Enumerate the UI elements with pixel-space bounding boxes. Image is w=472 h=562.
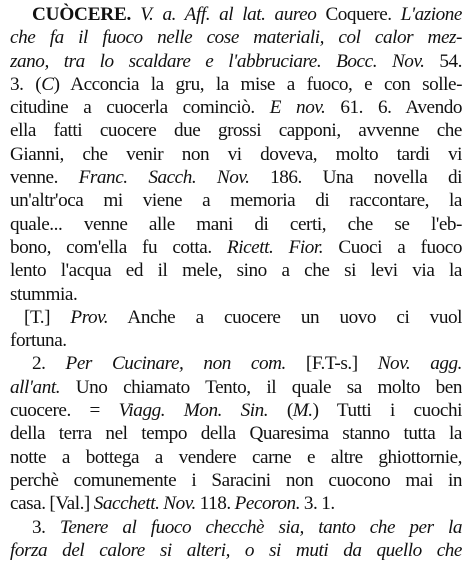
text-line xyxy=(10,283,462,306)
italic-text: forza del calore si alteri, o si muti da quello che xyxy=(10,539,462,561)
text-line xyxy=(10,516,462,539)
text-line xyxy=(10,119,462,142)
italic-text: M. xyxy=(292,400,313,422)
italic-text: Tenere al fuoco checchè sia, tanto che per la xyxy=(59,516,462,538)
italic-text: L'azione xyxy=(400,4,462,25)
text-line xyxy=(10,376,462,399)
italic-text: Franc. Sacch. Nov. xyxy=(78,167,250,189)
text-segment: perchè comunemente i Saracini non cuocono mai in xyxy=(10,469,462,491)
text-line xyxy=(10,306,462,329)
italic-text: Ricett. Fior. xyxy=(226,236,324,258)
text-segment: casa. [Val.] xyxy=(10,493,94,515)
text-segment: 3. xyxy=(32,516,60,538)
text-segment: un'altr'oca mi viene a memoria di raccontare, la xyxy=(10,190,462,212)
italic-text: Sacchett. Nov. xyxy=(93,493,196,515)
italic-text: zano, tra lo scaldare e l'abbruciare. Bocc. Nov. xyxy=(10,50,425,72)
text-segment: notte a bottega a vendere carne e altre ghiottornie, xyxy=(10,446,462,468)
text-line xyxy=(10,189,462,212)
text-line xyxy=(10,446,462,469)
text-segment: 61. 6. Avendo xyxy=(325,97,462,119)
italic-text: Viagg. Mon. Sin. xyxy=(118,400,269,422)
text-segment: ella fatti cuocere due grossi capponi, avvenne che xyxy=(10,120,462,142)
italic-text: C xyxy=(41,73,54,95)
text-line xyxy=(10,143,462,166)
text-line xyxy=(10,96,462,119)
text-segment: ) Tutti i cuochi xyxy=(312,400,462,422)
text-segment: quale... venne alle mani di certi, che se l'eb- xyxy=(10,213,462,235)
italic-text: Per Cucinare, non com. xyxy=(65,353,286,375)
text-line xyxy=(10,399,462,422)
text-line xyxy=(10,166,462,189)
italic-text: Pecoron. xyxy=(234,493,301,515)
text-line xyxy=(10,492,462,515)
text-segment: 3. 1. xyxy=(300,493,335,515)
text-segment: stummia. xyxy=(10,283,78,305)
italic-text: E nov. xyxy=(269,97,326,119)
text-line xyxy=(10,539,462,562)
text-segment: ) Acconcia la gru, la mise a fuoco, e con solle- xyxy=(53,73,462,95)
text-segment: venne. xyxy=(10,167,79,189)
text-segment: ( xyxy=(268,400,293,422)
text-line xyxy=(10,26,462,49)
headword: CUÒCERE. xyxy=(32,4,132,25)
text-segment: fortuna. xyxy=(10,330,67,352)
text-segment: [F.T-s.] xyxy=(285,353,378,375)
text-segment: Gianni, che venir non vi doveva, molto tardi vi xyxy=(10,143,462,165)
text-line xyxy=(10,73,462,96)
text-segment: Anche a cuocere un uovo ci vuol xyxy=(108,306,462,328)
text-segment: 2. xyxy=(32,353,66,375)
text-segment: della terra nel tempo della Quaresima stanno tutta la xyxy=(10,423,462,445)
text-line xyxy=(10,50,462,73)
text-segment: citudine a cuocerla cominciò. xyxy=(10,97,270,119)
text-segment: [T.] xyxy=(24,306,71,328)
text-segment: 54. xyxy=(424,50,462,72)
text-line xyxy=(10,352,462,375)
text-segment: 3. ( xyxy=(10,73,42,95)
text-segment: Coquere. xyxy=(325,4,401,25)
text-line xyxy=(10,422,462,445)
text-segment: lento l'acqua ed il mele, sino a che si levi via la xyxy=(10,260,462,282)
text-segment: Cuoci a fuoco xyxy=(323,236,462,258)
text-line xyxy=(10,329,462,352)
italic-text: che fa il fuoco nelle cose materiali, col calor mez- xyxy=(10,27,462,49)
italic-text: Prov. xyxy=(70,306,109,328)
text-line xyxy=(10,259,462,282)
italic-text: all'ant. xyxy=(10,376,61,398)
text-segment: Uno chiamato Tento, il quale sa molto ben xyxy=(60,376,462,398)
text-segment: 118. xyxy=(195,493,235,515)
text-segment: bono, com'ella fu cotta. xyxy=(10,236,227,258)
text-line xyxy=(10,3,462,26)
text-segment: 186. Una novella di xyxy=(249,167,462,189)
dictionary-entry-cuocere xyxy=(10,3,462,562)
italic-text: V. a. Aff. al lat. aureo xyxy=(131,4,326,25)
text-line xyxy=(10,213,462,236)
italic-text: Nov. agg. xyxy=(377,353,462,375)
text-line xyxy=(10,469,462,492)
text-line xyxy=(10,236,462,259)
text-segment: cuocere. = xyxy=(10,400,119,422)
